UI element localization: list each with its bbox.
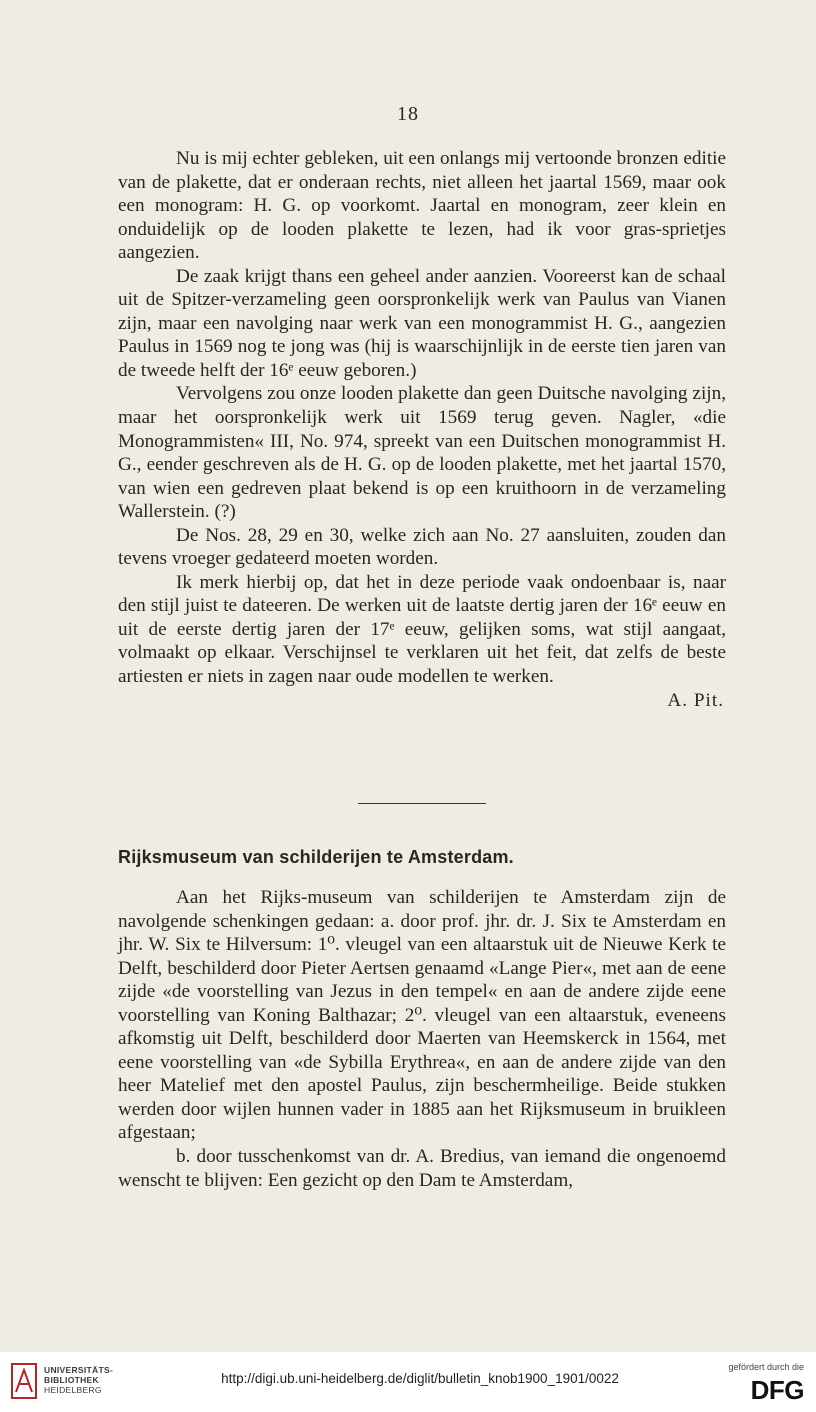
paragraph-6: Aan het Rijks-museum van schilderijen te Amsterdam zijn de navolgende schenkingen gedaan: a. door prof. jhr. dr. J. Six te Amsterdam en jhr. W. Six te Hilversum: 1⁰. vleugel van een altaarstuk uit de Nieuwe Kerk te Delft, beschilderd door Pieter Aertsen genaamd «Lange Pier«, met aan de eene zijde «de voorstelling van Jezus in den tempel« en aan de andere zijde eene voorstelling van Koning Balthazar; 2⁰. vleugel van een altaarstuk, eveneens afkomstig uit Delft, beschilderd door Maerten van Heemskerck in 1564, met eene voorstelling van «de Sybilla Erythrea«, en aan de andere zijde van den heer Matelief met den apostel Paulus, zijn beschermheilige. Beide stukken werden door wijlen hunnen vader in 1885 aan het Rijksmuseum in bruikleen afgestaan; bbox=[118, 887, 726, 1144]
library-logo-icon bbox=[10, 1362, 38, 1400]
library-name-line-1: UNIVERSITÄTS- bbox=[44, 1365, 114, 1375]
paragraph-5: Ik merk hierbij op, dat het in deze periode vaak ondoenbaar is, naar den stijl juist te dateeren. De werken uit de laatste dertig jaren der 16ᵉ eeuw en uit de eerste dertig jaren der 17ᵉ eeuw, gelijken soms, wat stijl aangaat, volmaakt op elkaar. Verschijnsel te verklaren uit het feit, dat zelfs de beste artiesten er niets in zagen naar oude modellen te werken. bbox=[118, 571, 726, 688]
library-name-line-3: HEIDELBERG bbox=[44, 1385, 102, 1395]
paragraph-1: Nu is mij echter gebleken, uit een onlangs mij vertoonde bronzen editie van de plakette, dat er onderaan rechts, niet alleen het jaartal 1569, maar ook een monogram: H. G. op voorkomt. Jaartal en monogram, zeer klein en onduidelijk op de looden plakette te lezen, had ik voor gras-sprietjes aangezien. bbox=[118, 148, 726, 264]
author-signature: A. Pit. bbox=[667, 689, 724, 711]
library-name bbox=[44, 1365, 113, 1395]
paragraph-3: Vervolgens zou onze looden plakette dan geen Duitsche navolging zijn, maar het oorspronkelijk werk uit 1569 terug geven. Nagler, «die Monogrammisten« III, No. 974, spreekt van een Duitschen monogrammist H. G., eender geschreven als de H. G. op de looden plakette, met het jaartal 1570, van wien een gedreven plaat bekend is op een kruithoorn in de verzameling Wallerstein. (?) bbox=[118, 383, 726, 523]
digitization-footer bbox=[0, 1352, 816, 1412]
dfg-logo: DFG bbox=[750, 1375, 804, 1405]
library-name-line-2: BIBLIOTHEK bbox=[44, 1375, 99, 1385]
paragraph-7: b. door tusschenkomst van dr. A. Bredius, van iemand die ongenoemd wenscht te blijven: Een gezicht op den Dam te Amsterdam, bbox=[118, 1146, 726, 1191]
article-2-heading: Rijksmuseum van schilderijen te Amsterdam. bbox=[118, 847, 514, 867]
paragraph-2: De zaak krijgt thans een geheel ander aanzien. Vooreerst kan de schaal uit de Spitzer-verzameling geen oorspronkelijk werk van Paulus van Vianen zijn, maar een navolging naar werk van een monogrammist H. G., aangezien Paulus in 1569 nog te jong was (hij is waarschijnlijk in de eerste tien jaren van de tweede helft der 16ᵉ eeuw geboren.) bbox=[118, 265, 726, 381]
paragraph-4: De Nos. 28, 29 en 30, welke zich aan No. 27 aansluiten, zouden dan tevens vroeger gedateerd moeten worden. bbox=[118, 524, 726, 570]
article-1-body bbox=[118, 147, 726, 712]
funding-caption: gefördert durch die bbox=[728, 1362, 804, 1372]
article-2-body bbox=[118, 886, 726, 1192]
permalink-url[interactable]: http://digi.ub.uni-heidelberg.de/diglit/bulletin_knob1900_1901/0022 bbox=[221, 1371, 619, 1386]
section-divider bbox=[358, 803, 486, 804]
page-number: 18 bbox=[397, 103, 419, 125]
